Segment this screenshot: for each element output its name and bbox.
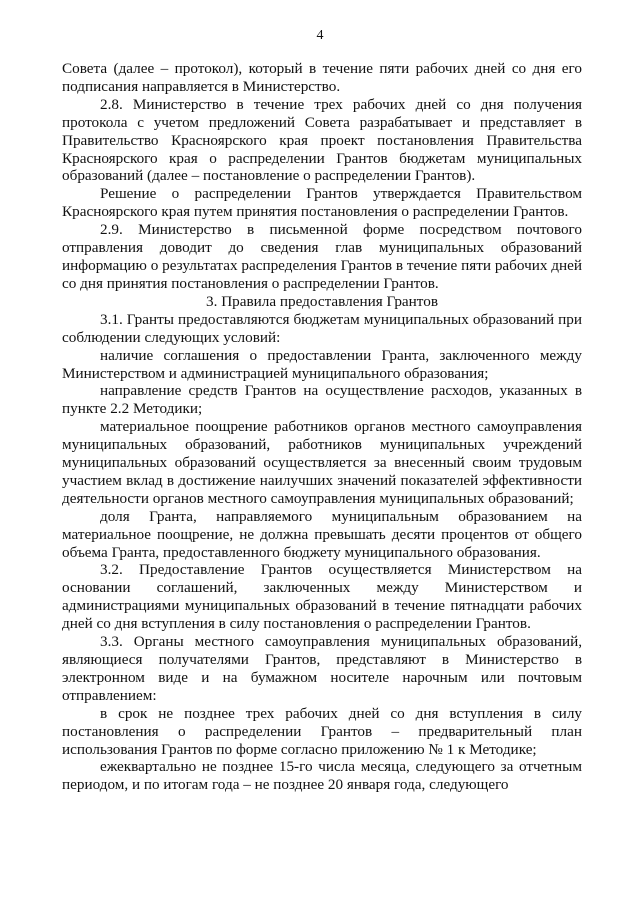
reporting-quarterly: ежеквартально не позднее 15-го числа месяца, следующего за отчетным периодом, и по итогам года – не позднее 20 января года, следующего [62,758,582,794]
paragraph-decision: Решение о распределении Грантов утверждается Правительством Красноярского края путем принятия постановления о распределении Грантов. [62,185,582,221]
condition-incentives: материальное поощрение работников органов местного самоуправления муниципальных образований, работников муниципальных учреждений муниципальных образований осуществляется за внесенный своим трудовым участием вклад в достижение наилучших значений показателей эффективности деятельности органов местного самоуправления муниципальных образований; [62,418,582,507]
page-number: 4 [316,28,324,43]
condition-funds-direction: направление средств Грантов на осуществление расходов, указанных в пункте 2.2 Методики; [62,382,582,418]
document-body [62,60,582,794]
condition-incentive-share: доля Гранта, направляемого муниципальным образованием на материальное поощрение, не должна превышать десяти процентов от общего объема Гранта, предоставленного бюджету муниципального образования. [62,507,582,561]
reporting-preliminary-plan: в срок не позднее трех рабочих дней со дня вступления в силу постановления о распределении Грантов – предварительный план использования Грантов по форме согласно приложению № 1 к Методике; [62,704,582,758]
paragraph-3-3: 3.3. Органы местного самоуправления муниципальных образований, являющиеся получателями Грантов, представляют в Министерство в электронном виде и на бумажном носителе нарочным или почтовым отправлением: [62,633,582,704]
paragraph-2-9: 2.9. Министерство в письменной форме посредством почтового отправления доводит до сведения глав муниципальных образований информацию о результатах распределения Грантов в течение пяти рабочих дней со дня принятия постановления о распределении Грантов. [62,221,582,292]
paragraph-3-2: 3.2. Предоставление Грантов осуществляется Министерством на основании соглашений, заключенных между Министерством и администрациями муниципальных образований в течение пятнадцати рабочих дней со дня вступления в силу постановления о распределении Грантов. [62,561,582,633]
paragraph-2-8: 2.8. Министерство в течение трех рабочих дней со дня получения протокола с учетом предложений Совета разрабатывает и представляет в Правительство Красноярского края проект постановления Правительства Красноярского края о распределении Грантов бюджетам муниципальных образований (далее – постановление о распределении Грантов). [62,95,582,185]
section-heading: 3. Правила предоставления Грантов [206,292,438,310]
condition-agreement: наличие соглашения о предоставлении Гранта, заключенного между Министерством и администрацией муниципального образования; [62,346,582,382]
paragraph-protocol-continuation: Совета (далее – протокол), который в течение пяти рабочих дней со дня его подписания направляется в Министерство. [62,60,582,95]
paragraph-3-1: 3.1. Гранты предоставляются бюджетам муниципальных образований при соблюдении следующих условий: [62,310,582,346]
